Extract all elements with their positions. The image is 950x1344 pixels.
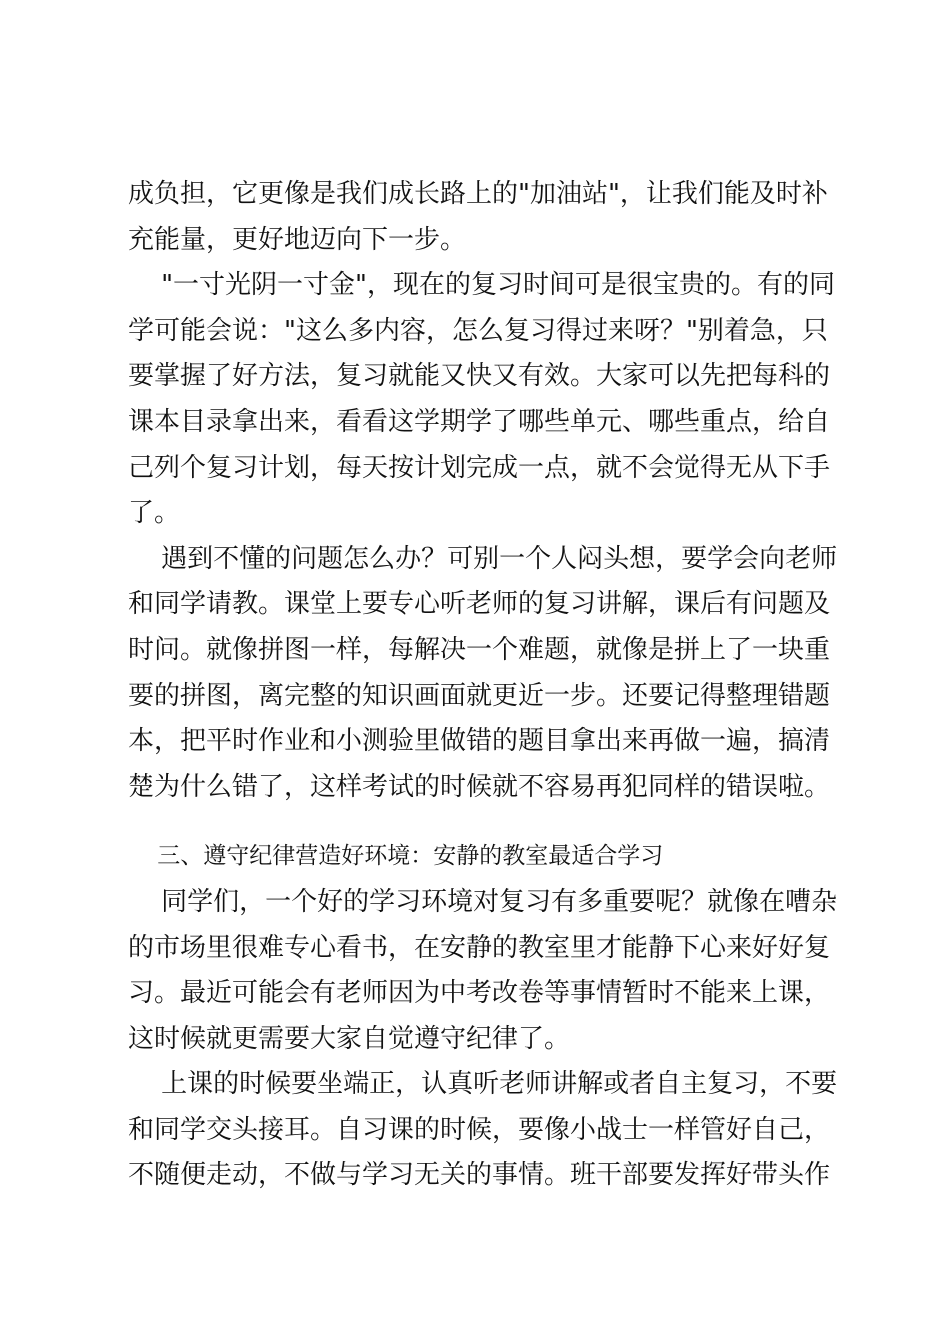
paragraph-discipline: 上课的时候要坐端正，认真听老师讲解或者自主复习，不要和同学交头接耳。自习课的时候，要像小战士一样管好自己，不随便走动，不做与学习无关的事情。班干部要发挥好带头作 [128, 1069, 838, 1191]
paragraph-continuation: 成负担，它更像是我们成长路上的"加油站"，让我们能及时补充能量，更好地迈向下一步。 [128, 179, 828, 255]
section-heading: 三、遵守纪律营造好环境：安静的教室最适合学习 [128, 843, 664, 870]
paragraph-review-time: "一寸光阴一寸金"，现在的复习时间可是很宝贵的。有的同学可能会说："这么多内容，怎么复习得过来呀？"别着急，只要掌握了好方法，复习就能又快又有效。大家可以先把每科的课本目录拿出来，看看这学期学了哪些单元、哪些重点，给自己列个复习计划，每天按计划完成一点，就不会觉得无从下手了。 [128, 270, 835, 529]
document-body [128, 172, 843, 1199]
paragraph-environment: 同学们，一个好的学习环境对复习有多重要呢？就像在嘈杂的市场里很难专心看书，在安静的教室里才能静下心来好好复习。最近可能会有老师因为中考改卷等事情暂时不能来上课，这时候就更需要大家自觉遵守纪律了。 [128, 886, 838, 1054]
paragraph-ask-questions: 遇到不懂的问题怎么办？可别一个人闷头想，要学会向老师和同学请教。课堂上要专心听老师的复习讲解，课后有问题及时问。就像拼图一样，每解决一个难题，就像是拼上了一块重要的拼图，离完整的知识画面就更近一步。还要记得整理错题本，把平时作业和小测验里做错的题目拿出来再做一遍，搞清楚为什么错了，这样考试的时候就不容易再犯同样的错误啦。 [128, 543, 838, 802]
